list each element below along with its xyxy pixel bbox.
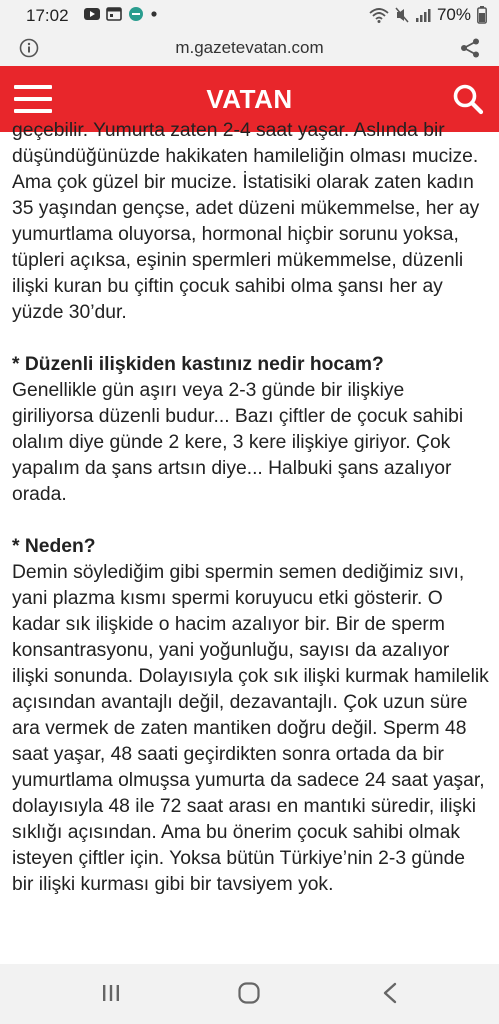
article-body <box>0 120 499 964</box>
browser-url-bar <box>0 30 499 66</box>
interview-question: * Neden? <box>12 536 96 557</box>
app-icon <box>128 7 144 21</box>
share-icon[interactable] <box>459 37 481 59</box>
article-cut-line: geçebilir. Yumurta zaten 2-4 saat yaşar. Aslında bir <box>12 120 445 141</box>
recent-apps-icon[interactable] <box>102 984 120 1002</box>
interview-answer: Demin söylediğim gibi spermin semen dediğimiz sıvı, yani plazma kısmı spermi koruyucu etki gösterir. O kadar sık ilişkide o hacim azalıyor bir. Bir de sperm konsantrasyonu, yani yoğunluğu, sayısı da azalıyor ilişki sonunda. Dolayısıyla çok sık ilişki kurmak hamilelik açısından avantajlı değil, dezavantajlı. Çok uzun süre ara vermek de zaten mantiken doğru değil. Sperm 48 saat yaşar, 48 saati geçirdikten sonra ortada da bir yumurtlama olmuşsa yumurta da sadece 24 saat yaşar, dolayısıyla 48 ile 72 saat arası en mantıki süredir, ilişki sıklığı açısından. Ama bu önerim çocuk sahibi olmak isteyen çiftler için. Yoksa bütün Türkiye’nin 2-3 günde bir ilişki kurması gibi bir tavsiyem yok. <box>12 562 489 895</box>
interview-answer: Genellikle gün aşırı veya 2-3 günde bir ilişkiye giriliyorsa düzenli budur... Bazı çiftler de çocuk sahibi olalım diye günde 2 kere, 3 kere ilişkiye giriyor. Çok yapalım da şans artsın diye... Halbuki şans azalıyor orada. <box>12 380 464 505</box>
dot-icon <box>150 7 158 21</box>
home-icon[interactable] <box>238 982 260 1004</box>
article-paragraph: düşündüğünüzde hakikaten hamileliğin olması mucize. Ama çok güzel bir mucize. İstatisiki olarak zaten kadın 35 yaşından gençse, adet düzeni mükemmelse, her ay yumurtlama oluyorsa, hormonal hiçbir sorunu yoksa, tüpleri açıksa, eşinin spermleri mükemmelse, düzenli ilişki kuran bu çiftin çocuk sahibi olma şansı her ay yüzde 30’dur. <box>12 146 480 323</box>
url-text[interactable]: m.gazetevatan.com <box>175 38 324 57</box>
wifi-icon <box>369 7 389 23</box>
interview-question: * Düzenli ilişkiden kastınız nedir hocam? <box>12 354 384 375</box>
status-bar <box>0 0 499 30</box>
system-nav-bar <box>0 964 499 1024</box>
notification-icons <box>84 7 158 21</box>
back-icon[interactable] <box>382 982 398 1004</box>
battery-icon <box>477 6 487 24</box>
signal-icon <box>415 7 431 23</box>
mute-icon <box>395 7 409 23</box>
site-logo[interactable]: VATAN <box>206 84 293 114</box>
status-right <box>369 5 487 25</box>
youtube-icon <box>84 7 100 21</box>
search-icon[interactable] <box>451 82 485 116</box>
calendar-icon <box>106 7 122 21</box>
status-time: 17:02 <box>26 6 69 25</box>
battery-percent: 70% <box>436 5 471 24</box>
